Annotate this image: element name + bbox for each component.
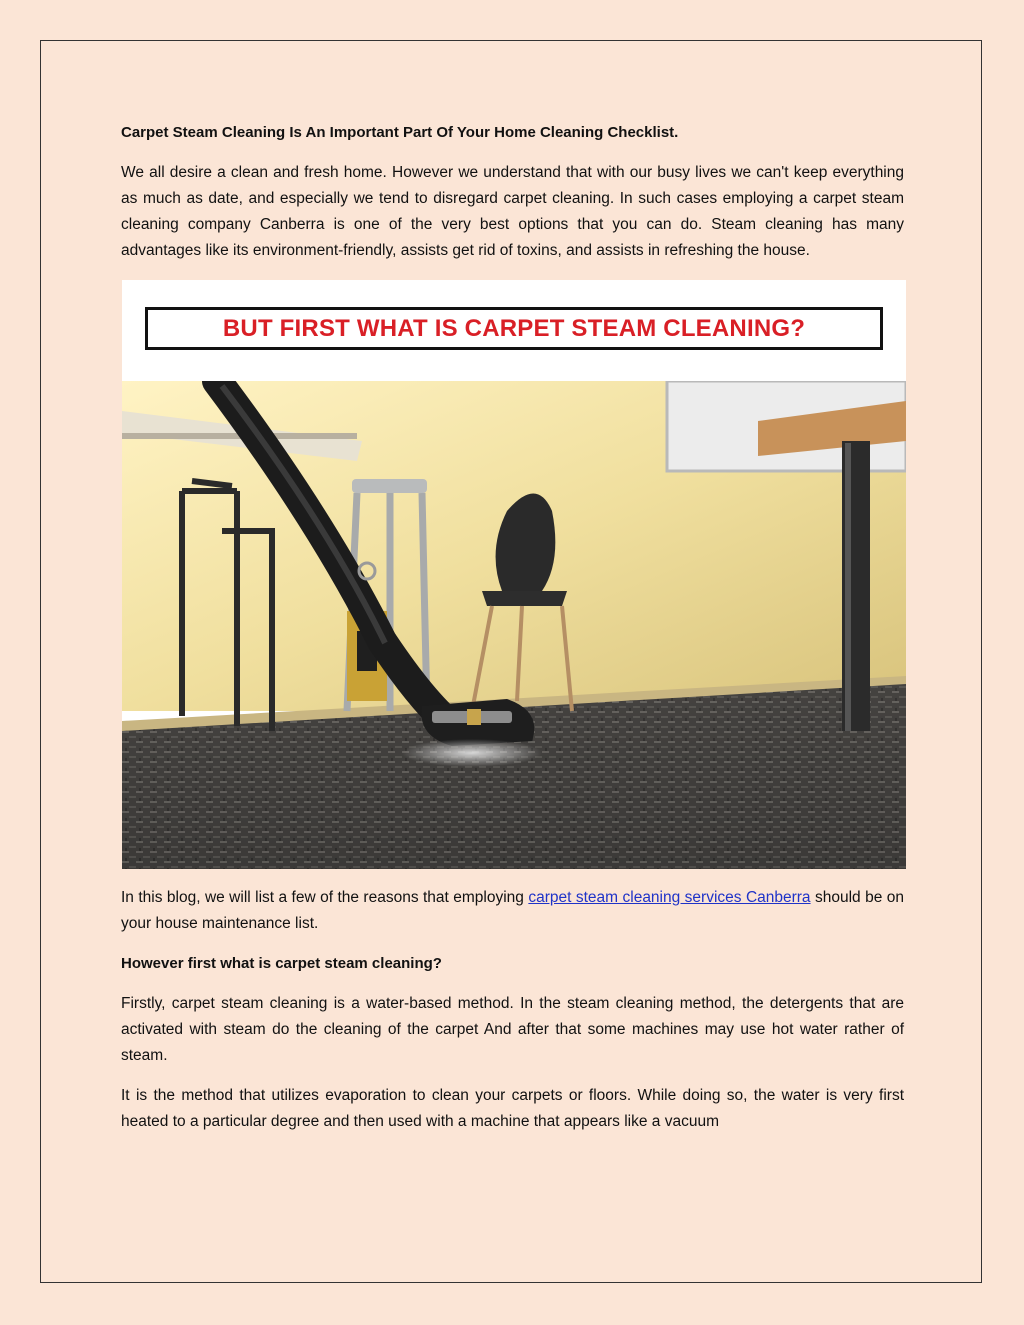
figure-banner [122,280,906,381]
method-paragraph: It is the method that utilizes evaporation to clean your carpets or floors. While doing so, the water is very first heated to a particular degree and then used with a machine that appears like a vacuum [121,1087,904,1130]
steam-cleaning-photo [122,381,906,869]
blog-paragraph [121,885,904,937]
banner-title: BUT FIRST WHAT IS CARPET STEAM CLEANING? [145,307,883,350]
carpet-cleaning-services-link[interactable]: carpet steam cleaning services Canberra [528,889,811,906]
firstly-paragraph: Firstly, carpet steam cleaning is a water-based method. In the steam cleaning method, the detergents that are activated with steam do the cleaning of the carpet And after that some machines may use hot water rather of steam. [121,995,904,1064]
section-subheading: However first what is carpet steam cleaning? [121,955,442,972]
intro-paragraph: We all desire a clean and fresh home. However we understand that with our busy lives we can't keep everything as much as date, and especially we tend to disregard carpet cleaning. In such cases employing a carpet steam cleaning company Canberra is one of the very best options that you can do. Steam cleaning has many advantages like its environment-friendly, assists get rid of toxins, and assists in refreshing the house. [121,164,904,259]
document-title: Carpet Steam Cleaning Is An Important Part Of Your Home Cleaning Checklist. [121,124,679,141]
blog-text-after-link: should be on your house maintenance list. [121,889,904,932]
blog-text-before-link: In this blog, we will list a few of the reasons that employing [121,889,529,906]
document-content [121,120,904,1149]
article-figure [122,280,906,869]
